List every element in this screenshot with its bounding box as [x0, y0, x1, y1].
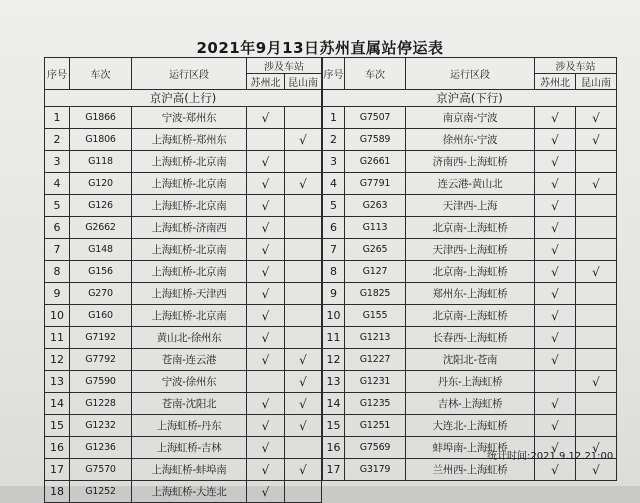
table-row: [45, 217, 322, 239]
route-section: 上海虹桥-大连北: [132, 481, 247, 503]
train-number: G1806: [70, 129, 132, 151]
train-number: G118: [70, 151, 132, 173]
statistics-time: 统计时间:2021.9.12.21:00: [487, 451, 614, 462]
suzhoubei-check: √: [535, 305, 576, 327]
train-number: G1231: [345, 371, 406, 393]
kunshannan-check: [576, 415, 617, 437]
train-number: G1227: [345, 349, 406, 371]
row-number: 6: [45, 217, 70, 239]
suzhoubei-check: √: [535, 151, 576, 173]
kunshannan-check: √: [285, 415, 322, 437]
table-row: [45, 107, 322, 129]
route-section: 北京南-上海虹桥: [406, 305, 535, 327]
row-number: 8: [323, 261, 345, 283]
table-row: [323, 305, 617, 327]
route-section: 上海虹桥-北京南: [132, 151, 247, 173]
row-number: 10: [45, 305, 70, 327]
row-number: 14: [45, 393, 70, 415]
table-row: [323, 349, 617, 371]
train-number: G127: [345, 261, 406, 283]
table-row: [45, 349, 322, 371]
route-section: 吉林-上海虹桥: [406, 393, 535, 415]
suzhoubei-check: √: [535, 107, 576, 129]
row-number: 16: [323, 437, 345, 459]
kunshannan-check: [285, 327, 322, 349]
train-number: G1213: [345, 327, 406, 349]
header-suzhoubei: 苏州北: [247, 74, 285, 90]
kunshannan-check: [285, 283, 322, 305]
row-number: 3: [45, 151, 70, 173]
kunshannan-check: [285, 261, 322, 283]
kunshannan-check: √: [576, 371, 617, 393]
train-number: G265: [345, 239, 406, 261]
suzhoubei-check: √: [247, 393, 285, 415]
table-row: [323, 415, 617, 437]
route-section: 济南西-上海虹桥: [406, 151, 535, 173]
route-section: 上海虹桥-北京南: [132, 195, 247, 217]
suzhoubei-check: √: [247, 305, 285, 327]
route-section: 长春西-上海虹桥: [406, 327, 535, 349]
row-number: 5: [323, 195, 345, 217]
kunshannan-check: √: [285, 129, 322, 151]
route-section: 上海虹桥-北京南: [132, 305, 247, 327]
page-title: 2021年9月13日苏州直属站停运表: [196, 39, 444, 57]
train-number: G7507: [345, 107, 406, 129]
header-stations: 涉及车站: [247, 58, 322, 74]
train-number: G7590: [70, 371, 132, 393]
train-number: G2662: [70, 217, 132, 239]
kunshannan-check: [285, 107, 322, 129]
train-number: G1232: [70, 415, 132, 437]
row-number: 9: [323, 283, 345, 305]
train-number: G7792: [70, 349, 132, 371]
header-route: 运行区段: [132, 58, 247, 90]
table-row: [45, 371, 322, 393]
train-number: G7570: [70, 459, 132, 481]
table-row: [323, 371, 617, 393]
table-row: [45, 195, 322, 217]
route-section: 上海虹桥-郑州东: [132, 129, 247, 151]
kunshannan-check: √: [576, 437, 617, 459]
kunshannan-check: √: [576, 261, 617, 283]
table-row: [45, 261, 322, 283]
suzhoubei-check: √: [247, 283, 285, 305]
route-section: 上海虹桥-北京南: [132, 239, 247, 261]
suzhoubei-check: √: [535, 217, 576, 239]
suzhoubei-check: √: [535, 283, 576, 305]
kunshannan-check: [285, 195, 322, 217]
kunshannan-check: √: [576, 173, 617, 195]
route-section: 苍南-连云港: [132, 349, 247, 371]
table-row: [45, 283, 322, 305]
table-row: [323, 239, 617, 261]
kunshannan-check: [576, 195, 617, 217]
suzhoubei-check: √: [535, 459, 576, 481]
row-number: 7: [323, 239, 345, 261]
kunshannan-check: √: [285, 349, 322, 371]
suzhoubei-check: √: [247, 481, 285, 503]
train-number: G1235: [345, 393, 406, 415]
kunshannan-check: [285, 481, 322, 503]
route-section: 上海虹桥-北京南: [132, 261, 247, 283]
suzhoubei-check: √: [247, 459, 285, 481]
kunshannan-check: [285, 239, 322, 261]
table-row: [323, 261, 617, 283]
kunshannan-check: [576, 239, 617, 261]
suzhoubei-check: √: [247, 261, 285, 283]
row-number: 5: [45, 195, 70, 217]
header-kunshannan: 昆山南: [576, 74, 617, 90]
table-row: [323, 393, 617, 415]
kunshannan-check: [576, 327, 617, 349]
header-suzhoubei: 苏州北: [535, 74, 576, 90]
header-no: 序号: [45, 58, 70, 90]
row-number: 11: [323, 327, 345, 349]
suzhoubei-check: [247, 129, 285, 151]
suzhoubei-check: √: [535, 349, 576, 371]
train-number: G120: [70, 173, 132, 195]
train-number: G270: [70, 283, 132, 305]
kunshannan-check: √: [285, 393, 322, 415]
table-row: [45, 173, 322, 195]
suzhoubei-check: √: [247, 239, 285, 261]
section-title-upbound: 京沪高(上行): [45, 90, 322, 107]
table-row: [45, 481, 322, 503]
table-row: [45, 129, 322, 151]
table-row: [323, 129, 617, 151]
suzhoubei-check: √: [535, 129, 576, 151]
route-section: 连云港-黄山北: [406, 173, 535, 195]
kunshannan-check: [576, 217, 617, 239]
header-kunshannan: 昆山南: [285, 74, 322, 90]
suzhoubei-check: √: [247, 173, 285, 195]
kunshannan-check: [576, 349, 617, 371]
row-number: 12: [45, 349, 70, 371]
route-section: 徐州东-宁波: [406, 129, 535, 151]
kunshannan-check: [576, 283, 617, 305]
route-section: 南京南-宁波: [406, 107, 535, 129]
suzhoubei-check: √: [247, 151, 285, 173]
train-number: G2661: [345, 151, 406, 173]
table-row: [45, 415, 322, 437]
route-section: 黄山北-徐州东: [132, 327, 247, 349]
row-number: 1: [45, 107, 70, 129]
train-number: G126: [70, 195, 132, 217]
table-row: [323, 327, 617, 349]
header-stations: 涉及车站: [535, 58, 617, 74]
downbound-table: [322, 57, 617, 481]
suzhoubei-check: √: [247, 437, 285, 459]
train-number: G156: [70, 261, 132, 283]
route-section: 宁波-徐州东: [132, 371, 247, 393]
kunshannan-check: [285, 151, 322, 173]
train-number: G7192: [70, 327, 132, 349]
table-row: [323, 195, 617, 217]
table-row: [323, 283, 617, 305]
route-section: 北京南-上海虹桥: [406, 217, 535, 239]
row-number: 2: [323, 129, 345, 151]
row-number: 11: [45, 327, 70, 349]
suzhoubei-check: √: [535, 173, 576, 195]
row-number: 2: [45, 129, 70, 151]
suzhoubei-check: √: [535, 239, 576, 261]
kunshannan-check: [576, 151, 617, 173]
kunshannan-check: [285, 305, 322, 327]
route-section: 上海虹桥-北京南: [132, 173, 247, 195]
table-row: [45, 305, 322, 327]
table-row: [45, 327, 322, 349]
table-row: [45, 393, 322, 415]
kunshannan-check: [285, 217, 322, 239]
suzhoubei-check: √: [535, 261, 576, 283]
suzhoubei-check: √: [247, 107, 285, 129]
route-section: 沈阳北-苍南: [406, 349, 535, 371]
row-number: 10: [323, 305, 345, 327]
train-number: G1228: [70, 393, 132, 415]
train-number: G7589: [345, 129, 406, 151]
header-train: 车次: [70, 58, 132, 90]
route-section: 丹东-上海虹桥: [406, 371, 535, 393]
header-no: 序号: [323, 58, 345, 90]
header-train: 车次: [345, 58, 406, 90]
route-section: 天津西-上海: [406, 195, 535, 217]
suzhoubei-check: √: [247, 195, 285, 217]
suzhoubei-check: [535, 371, 576, 393]
kunshannan-check: √: [285, 459, 322, 481]
table-row: [45, 459, 322, 481]
route-section: 兰州西-上海虹桥: [406, 459, 535, 481]
route-section: 上海虹桥-蚌埠南: [132, 459, 247, 481]
kunshannan-check: [285, 437, 322, 459]
route-section: 天津西-上海虹桥: [406, 239, 535, 261]
kunshannan-check: [576, 305, 617, 327]
train-number: G1252: [70, 481, 132, 503]
train-number: G1825: [345, 283, 406, 305]
suzhoubei-check: √: [535, 195, 576, 217]
row-number: 7: [45, 239, 70, 261]
row-number: 14: [323, 393, 345, 415]
table-row: [45, 151, 322, 173]
row-number: 9: [45, 283, 70, 305]
row-number: 13: [45, 371, 70, 393]
header-route: 运行区段: [406, 58, 535, 90]
route-section: 苍南-沈阳北: [132, 393, 247, 415]
kunshannan-check: √: [285, 371, 322, 393]
kunshannan-check: √: [576, 107, 617, 129]
suzhoubei-check: √: [247, 327, 285, 349]
route-section: 郑州东-上海虹桥: [406, 283, 535, 305]
train-number: G3179: [345, 459, 406, 481]
kunshannan-check: [576, 393, 617, 415]
route-section: 上海虹桥-吉林: [132, 437, 247, 459]
train-number: G263: [345, 195, 406, 217]
row-number: 15: [323, 415, 345, 437]
route-section: 上海虹桥-济南西: [132, 217, 247, 239]
row-number: 17: [45, 459, 70, 481]
train-number: G148: [70, 239, 132, 261]
suzhoubei-check: √: [247, 217, 285, 239]
train-number: G113: [345, 217, 406, 239]
suzhoubei-check: √: [247, 349, 285, 371]
table-row: [323, 151, 617, 173]
route-section: 上海虹桥-天津西: [132, 283, 247, 305]
row-number: 6: [323, 217, 345, 239]
route-section: 大连北-上海虹桥: [406, 415, 535, 437]
row-number: 1: [323, 107, 345, 129]
section-title-downbound: 京沪高(下行): [323, 90, 617, 107]
table-row: [323, 107, 617, 129]
row-number: 8: [45, 261, 70, 283]
suzhoubei-check: √: [247, 415, 285, 437]
route-section: 蚌埠南-上海虹桥: [406, 437, 535, 459]
table-row: [323, 173, 617, 195]
table-row: [45, 437, 322, 459]
row-number: 13: [323, 371, 345, 393]
kunshannan-check: √: [576, 129, 617, 151]
upbound-table: [44, 57, 322, 503]
train-number: G155: [345, 305, 406, 327]
kunshannan-check: √: [576, 459, 617, 481]
route-section: 北京南-上海虹桥: [406, 261, 535, 283]
table-row: [323, 217, 617, 239]
table-row: [45, 239, 322, 261]
suzhoubei-check: √: [535, 415, 576, 437]
train-number: G1236: [70, 437, 132, 459]
row-number: 18: [45, 481, 70, 503]
row-number: 16: [45, 437, 70, 459]
row-number: 4: [323, 173, 345, 195]
train-number: G160: [70, 305, 132, 327]
kunshannan-check: √: [285, 173, 322, 195]
train-number: G7569: [345, 437, 406, 459]
suzhoubei-check: √: [535, 393, 576, 415]
train-number: G7791: [345, 173, 406, 195]
row-number: 12: [323, 349, 345, 371]
suzhoubei-check: [247, 371, 285, 393]
route-section: 上海虹桥-丹东: [132, 415, 247, 437]
row-number: 15: [45, 415, 70, 437]
train-number: G1251: [345, 415, 406, 437]
route-section: 宁波-郑州东: [132, 107, 247, 129]
suzhoubei-check: √: [535, 437, 576, 459]
row-number: 4: [45, 173, 70, 195]
row-number: 3: [323, 151, 345, 173]
suzhoubei-check: √: [535, 327, 576, 349]
train-number: G1866: [70, 107, 132, 129]
row-number: 17: [323, 459, 345, 481]
